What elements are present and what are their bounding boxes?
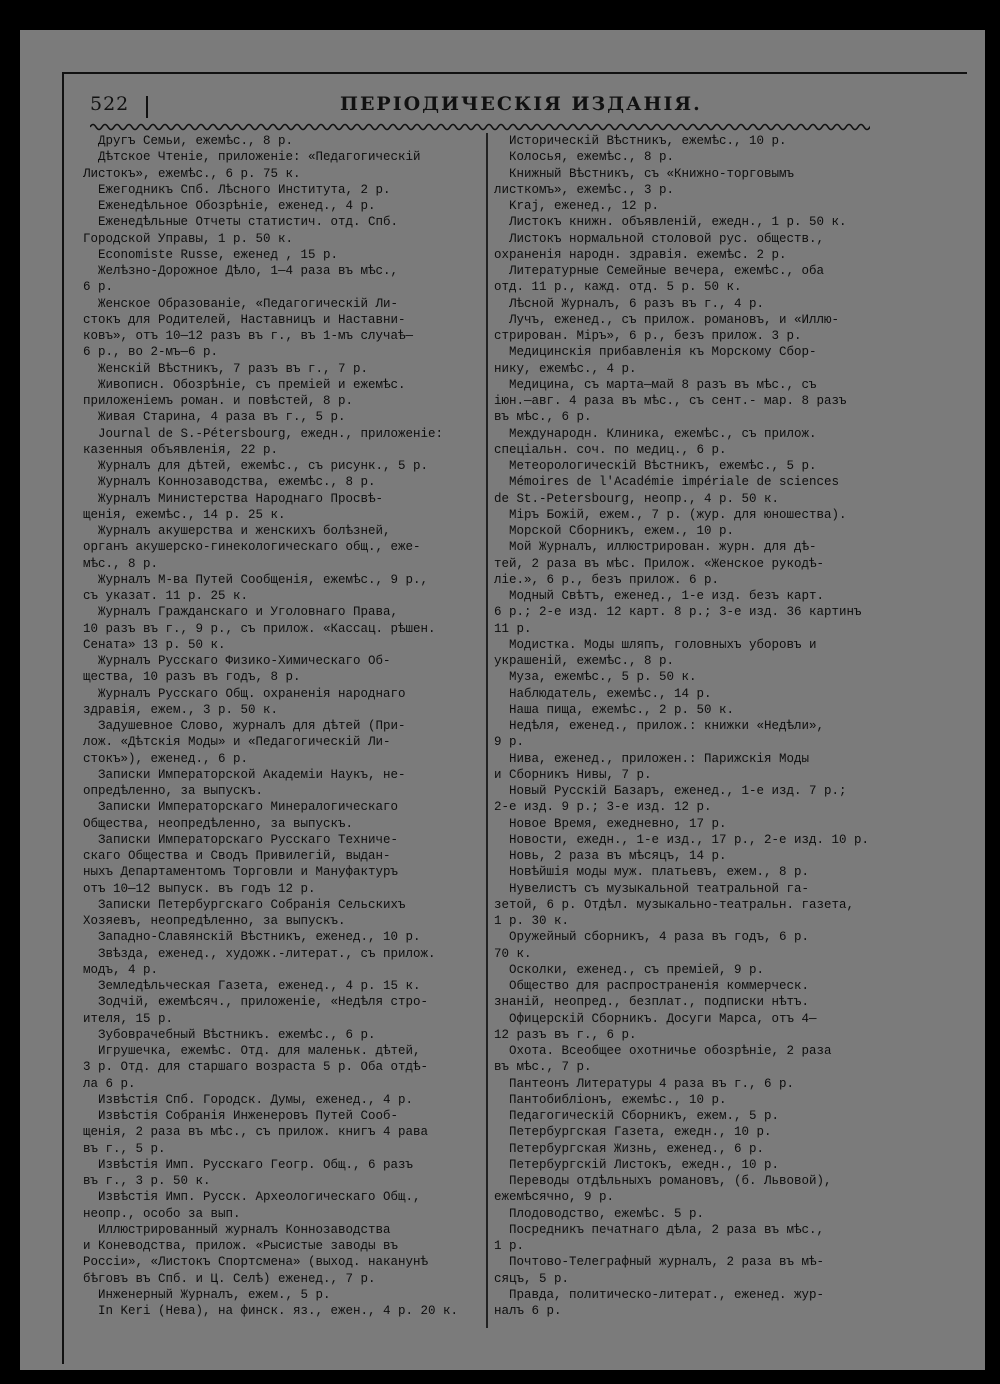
entry-line: Книжный Вѣстникъ, съ «Книжно-торговымъ (494, 166, 795, 181)
entry-line: Петербургская Газета, ежедн., 10 р. (494, 1125, 772, 1140)
entry-line: de St.-Petersbourg, неопр., 4 р. 50 к. (494, 491, 780, 506)
entry-line: Задушевное Слово, журналъ для дѣтей (При- (83, 719, 406, 733)
entry-line: щества, 10 разъ въ годъ, 8 р. (83, 670, 301, 685)
entry-line: Общества, неопредѣленно, за выпускъ. (83, 816, 354, 831)
entry-line: Мой Журналъ, иллюстрирован. журн. для дѣ- (494, 540, 817, 555)
entry-line: казенныя объявленія, 22 р. (83, 442, 279, 457)
entry-line: щенія, 2 раза въ мѣс., съ прилож. книгъ 4 рава (83, 1125, 429, 1140)
entry-line: Морской Сборникъ, ежем., 10 р. (494, 524, 735, 538)
entry-line: ла 6 р. (83, 1076, 136, 1091)
entry-line: Инженерный Журналъ, ежем., 5 р. (83, 1287, 331, 1302)
entry-line: сяцъ, 5 р. (494, 1271, 570, 1286)
entry-line: Журналъ для дѣтей, ежемѣс., съ рисунк., 5 р. (83, 459, 429, 473)
entry-line: зетой, 6 р. Отдѣл. музыкально-театральн. газета, (494, 897, 855, 912)
entry-line: украшеній, ежемѣс., 8 р. (494, 654, 675, 668)
entry-line: 1 р. 30 к. (494, 914, 570, 928)
entry-line: щенія, ежемѣс., 14 р. 25 к. (83, 507, 286, 522)
entry-line: Новѣйшія моды муж. платьевъ, ежем., 8 р. (494, 865, 810, 880)
entry-line: Ежегодникъ Спб. Лѣсного Института, 2 р. (83, 182, 391, 197)
right-column (494, 133, 894, 1319)
entry-line: Извѣстія Имп. Русскаго Геогр. Общ., 6 разъ (83, 1157, 414, 1172)
entry-line: отъ 10—12 выпуск. въ годъ 12 р. (83, 881, 316, 896)
entry-line: въ г., 3 р. 50 к. (83, 1174, 211, 1188)
entry-line: 70 к. (494, 946, 532, 961)
entry-line: модъ, 4 р. (83, 962, 159, 977)
entry-line: Извѣстія Спб. Городск. Думы, еженед., 4 р. (83, 1092, 414, 1107)
entry-line: Пантеонъ Литературы 4 раза въ г., 6 р. (494, 1076, 795, 1091)
entry-line: Метеорологическій Вѣстникъ, ежемѣс., 5 р. (494, 459, 817, 473)
entry-line: Литературные Семейные вечера, ежемѣс., оба (494, 264, 825, 278)
entry-line: стокъ»), еженед., 6 р. (83, 751, 249, 766)
entry-line: Колосья, ежемѣс., 8 р. (494, 150, 675, 165)
entry-line: Желѣзно-Дорожное Дѣло, 1—4 раза въ мѣс., (83, 264, 399, 278)
entry-line: іюн.—авг. 4 раза въ мѣс., съ сент.- мар. 8 разъ (494, 394, 847, 408)
entry-line: Переводы отдѣльныхъ романовъ, (б. Львовой), (494, 1174, 832, 1188)
entry-line: Охота. Всеобщее охотничье обозрѣніе, 2 раза (494, 1044, 832, 1058)
entry-line: Женскій Вѣстникъ, 7 разъ въ г., 7 р. (83, 361, 369, 376)
entry-line: 9 р. (494, 735, 525, 750)
entry-line: охраненія народн. здравія. ежемѣс. 2 р. (494, 247, 787, 262)
entry-line: стрирован. Міръ», 6 р., безъ прилож. 3 р. (494, 329, 802, 343)
entry-line: знаній, неопред., безплат., подписки нѣтъ. (494, 995, 810, 1010)
entry-line: Хозяевъ, неопредѣленно, за выпускъ. (83, 914, 346, 928)
entry-line: Журналъ Коннозаводства, ежемѣс., 8 р. (83, 475, 376, 490)
entry-line: Журналъ Русскаго Общ. охраненія народнаго (83, 686, 406, 701)
entry-line: Записки Императорскаго Русскаго Техниче- (83, 832, 399, 847)
entry-line: Листокъ», ежемѣс., 6 р. 75 к. (83, 166, 301, 181)
entry-line: Западно-Славянскій Вѣстникъ, еженед., 10 р. (83, 930, 421, 945)
entry-line: Почтово-Телеграфный журналъ, 2 раза въ мѣ- (494, 1255, 825, 1270)
page-header (90, 93, 910, 123)
entry-line: ліе.», 6 р., безъ прилож. 6 р. (494, 572, 720, 587)
entry-line: тей, 2 раза въ мѣс. Прилож. «Женское рукодѣ- (494, 556, 825, 571)
entry-line: Новое Время, ежедневно, 17 р. (494, 816, 727, 831)
entry-line: Нувелистъ съ музыкальной театральной га- (494, 881, 810, 896)
entry-line: Правда, политическо-литерат., еженед. жур- (494, 1287, 825, 1302)
entry-line: Нива, еженед., приложен.: Парижскія Моды (494, 751, 810, 766)
entry-line: мѣс., 8 р. (83, 556, 159, 571)
column-divider (486, 133, 488, 1328)
entry-line: Другъ Семьи, ежемѣс., 8 р. (83, 134, 294, 148)
entry-line: Economiste Russe, еженед , 15 р. (83, 247, 339, 262)
entry-line: Живая Старина, 4 раза въ г., 5 р. (83, 410, 346, 425)
entry-line: неопр., особо за вып. (83, 1206, 241, 1221)
entry-line: Журналъ М-ва Путей Сообщенія, ежемѣс., 9 р., (83, 572, 429, 587)
entry-line: Міръ Божій, ежем., 7 р. (жур. для юношества). (494, 507, 847, 522)
entry-line: органъ акушерско-гинекологическаго общ., еже- (83, 540, 421, 555)
entry-line: ныхъ Департаментомъ Торговли и Мануфактуръ (83, 865, 399, 880)
entry-line: Осколки, еженед., съ преміей, 9 р. (494, 962, 765, 977)
entry-line: приложеніемъ роман. и повѣстей, 8 р. (83, 394, 354, 408)
entry-line: стокъ для Родителей, Наставницъ и Наставни- (83, 312, 406, 327)
entry-line: Записки Императорскаго Минералогическаго (83, 800, 399, 815)
entry-line: Пантобибліонъ, ежемѣс., 10 р. (494, 1092, 727, 1107)
entry-line: Листокъ нормальной столовой рус. обществ., (494, 231, 825, 246)
entry-line: Зубоврачебный Вѣстникъ. ежемѣс., 6 р. (83, 1027, 376, 1042)
entry-line: Наблюдатель, ежемѣс., 14 р. (494, 686, 712, 701)
entry-line: Дѣтское Чтеніе, приложеніе: «Педагогическій (83, 150, 421, 165)
entry-line: Новости, ежедн., 1-е изд., 17 р., 2-е изд. 10 р. (494, 832, 870, 847)
entry-line: 12 разъ въ г., 6 р. (494, 1027, 637, 1042)
entry-line: 11 р. (494, 621, 532, 636)
entry-line: Плодоводство, ежемѣс. 5 р. (494, 1206, 705, 1221)
entry-line: Иллюстрированный журналъ Коннозаводства (83, 1222, 391, 1237)
left-column (83, 133, 483, 1319)
entry-line: въ г., 5 р. (83, 1141, 166, 1156)
entry-line: Журналъ акушерства и женскихъ болѣзней, (83, 524, 391, 538)
entry-line: нику, ежемѣс., 4 р. (494, 361, 637, 376)
entry-line: Земледѣльческая Газета, еженед., 4 р. 15 к. (83, 979, 421, 993)
entry-line: здравія, ежем., 3 р. 50 к. (83, 702, 279, 717)
entry-line: Звѣзда, еженед., художк.-литерат., съ прилож. (83, 946, 436, 961)
entry-line: Листокъ книжн. объявленій, ежедн., 1 р. 50 к. (494, 215, 847, 230)
entry-line: Недѣля, еженед., прилож.: книжки «Недѣли», (494, 719, 825, 733)
entry-line: ителя, 15 р. (83, 1011, 174, 1026)
entry-line: Медицинскія прибавленія къ Морскому Сбор- (494, 345, 817, 360)
entry-line: въ мѣс., 7 р. (494, 1060, 592, 1075)
entry-line: Модный Свѣтъ, еженед., 1-е изд. безъ карт. (494, 589, 825, 603)
entry-line: Женское Образованіе, «Педагогическій Ли- (83, 296, 399, 311)
entry-line: 1 р. (494, 1239, 525, 1253)
entry-line: Общество для распространенія коммерческ. (494, 979, 810, 993)
running-title: ПЕРІОДИЧЕСКІЯ ИЗДАНІЯ. (340, 93, 702, 115)
entry-line: и Коневодства, прилож. «Рысистые заводы въ (83, 1239, 399, 1253)
entry-line: Лѣсной Журналъ, 6 разъ въ г., 4 р. (494, 296, 765, 311)
entry-line: Городской Управы, 1 р. 50 к. (83, 231, 294, 246)
entry-line: Игрушечка, ежемѣс. Отд. для маленьк. дѣтей, (83, 1044, 421, 1058)
header-ornament-rule (90, 121, 870, 133)
entry-line: Живописн. Обозрѣніе, съ преміей и ежемѣс. (83, 377, 406, 392)
entry-line: Новь, 2 раза въ мѣсяцъ, 14 р. (494, 849, 727, 863)
entry-line: бѣговъ въ Спб. и Ц. Селѣ) еженед., 7 р. (83, 1271, 376, 1286)
entry-line: Модистка. Моды шляпъ, головныхъ уборовъ и (494, 637, 817, 652)
entry-line: Новый Русскій Базаръ, еженед., 1-е изд. 7 р.; (494, 784, 847, 798)
entry-line: Педагогическій Сборникъ, ежем., 5 р. (494, 1109, 780, 1123)
entry-line: отд. 11 р., кажд. отд. 5 р. 50 к. (494, 280, 742, 295)
entry-line: 2-е изд. 9 р.; 3-е изд. 12 р. (494, 800, 712, 815)
entry-line: Извѣстія Имп. Русск. Археологическаго Общ., (83, 1190, 421, 1205)
entry-line: Извѣстія Собранія Инженеровъ Путей Сооб- (83, 1109, 399, 1123)
page-number-rule (146, 96, 148, 118)
entry-line: Петербургская Жизнь, еженед., 6 р. (494, 1141, 765, 1156)
entry-line: спеціальн. соч. по медиц., 6 р. (494, 442, 727, 457)
entry-line: Сената» 13 р. 50 к. (83, 637, 226, 652)
entry-line: скаго Общества и Сводъ Привилегій, выдан- (83, 849, 391, 863)
entry-line: Записки Петербургскаго Собранія Сельскихъ (83, 897, 406, 912)
entry-line: ковъ», отъ 10—12 разъ въ г., въ 1-мъ случаѣ— (83, 329, 414, 343)
entry-line: Kraj, еженед., 12 р. (494, 199, 660, 213)
entry-line: Зодчій, ежемѣсяч., приложеніе, «Недѣля стро- (83, 995, 429, 1010)
entry-line: Медицина, съ марта—май 8 разъ въ мѣс., съ (494, 377, 817, 392)
page-number: 522 (90, 93, 130, 115)
entry-line: Journal de S.-Pétersbourg, ежедн., приложеніе: (83, 426, 444, 441)
entry-line: съ указат. 11 р. 25 к. (83, 589, 249, 603)
entry-line: Журналъ Гражданскаго и Уголовнаго Права, (83, 605, 399, 620)
entry-line: Россіи», «Листокъ Спортсмена» (выход. наканунѣ (83, 1255, 429, 1270)
entry-line: Журналъ Министерства Народнаго Просвѣ- (83, 491, 384, 506)
entry-line: опредѣленно, за выпускъ. (83, 784, 264, 798)
entry-line: Лучъ, еженед., съ прилож. романовъ, и «Иллю- (494, 312, 840, 327)
entry-line: 10 разъ въ г., 9 р., съ прилож. «Кассац. рѣшен. (83, 621, 436, 636)
entry-line: Оружейный сборникъ, 4 раза въ годъ, 6 р. (494, 930, 810, 945)
entry-line: Еженедѣльное Обозрѣніе, еженед., 4 р. (83, 199, 376, 213)
entry-line: 6 р., во 2-мъ—6 р. (83, 345, 219, 360)
entry-line: 3 р. Отд. для старшаго возраста 5 р. Оба отдѣ- (83, 1060, 429, 1075)
entry-line: Петербургскій Листокъ, ежедн., 10 р. (494, 1157, 780, 1172)
entry-line: листкомъ», ежемѣс., 3 р. (494, 182, 675, 197)
entry-line: Журналъ Русскаго Физико-Химическаго Об- (83, 654, 391, 668)
entry-line: Международн. Клиника, ежемѣс., съ прилож. (494, 426, 817, 441)
entry-line: налъ 6 р. (494, 1304, 562, 1318)
entry-line: Еженедѣльные Отчеты статистич. отд. Спб. (83, 215, 399, 230)
entry-line: лож. «Дѣтскія Моды» и «Педагогическій Ли- (83, 735, 391, 750)
entry-line: въ мѣс., 6 р. (494, 410, 592, 425)
entry-line: Историческій Вѣстникъ, ежемѣс., 10 р. (494, 134, 787, 148)
entry-line: Записки Императорской Академіи Наукъ, не- (83, 767, 406, 782)
entry-line: ежемѣсячно, 9 р. (494, 1190, 615, 1205)
entry-line: и Сборникъ Нивы, 7 р. (494, 767, 652, 782)
entry-line: 6 р.; 2-е изд. 12 карт. 8 р.; 3-е изд. 36 картинъ (494, 605, 862, 620)
entry-line: Посредникъ печатнаго дѣла, 2 раза въ мѣс., (494, 1222, 825, 1237)
entry-line: Mémoires de l'Académie impériale de sciences (494, 475, 840, 490)
entry-line: Наша пища, ежемѣс., 2 р. 50 к. (494, 702, 735, 717)
entry-line: Офицерскій Сборникъ. Досуги Марса, отъ 4— (494, 1011, 817, 1026)
entry-line: Муза, ежемѣс., 5 р. 50 к. (494, 670, 697, 685)
entry-line: 6 р. (83, 280, 114, 295)
entry-line: In Keri (Нева), на финск. яз., ежен., 4 р. 20 к. (83, 1304, 459, 1318)
